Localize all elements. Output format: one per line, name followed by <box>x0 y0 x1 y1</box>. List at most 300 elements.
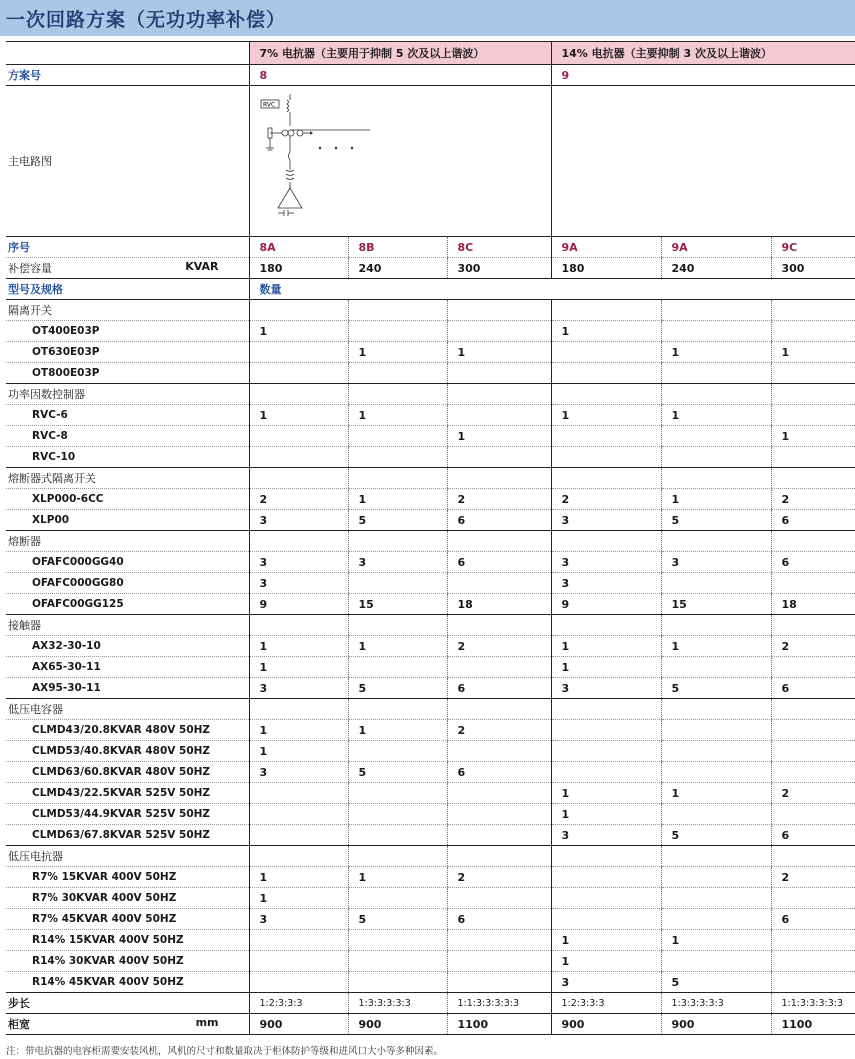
quantity-cell <box>551 867 661 888</box>
capacity-row <box>6 258 855 279</box>
model-label: 型号及规格 <box>6 279 249 300</box>
quantity-cell: 6 <box>771 825 855 846</box>
quantity-cell: 1 <box>249 657 348 678</box>
quantity-cell: 1 <box>447 342 551 363</box>
table-row <box>6 363 855 384</box>
quantity-cell: 2 <box>771 636 855 657</box>
empty-cell <box>447 615 551 636</box>
quantity-cell: 3 <box>249 573 348 594</box>
quantity-cell <box>771 447 855 468</box>
width-cell: 900 <box>551 1014 661 1035</box>
header-group-9: 14% 电抗器（主要抑制 3 次及以上谐波） <box>551 42 855 65</box>
empty-cell <box>771 300 855 321</box>
empty-cell <box>551 384 661 405</box>
quantity-cell <box>447 405 551 426</box>
group-name: 接触器 <box>6 615 249 636</box>
quantity-cell <box>551 888 661 909</box>
main-circuit-diagram <box>249 86 551 237</box>
serial-cell: 8B <box>348 237 447 258</box>
empty-cell <box>661 615 771 636</box>
quantity-cell <box>348 657 447 678</box>
item-name: CLMD53/44.9KVAR 525V 50HZ <box>6 804 249 825</box>
quantity-cell <box>249 951 348 972</box>
quantity-cell: 1 <box>551 405 661 426</box>
empty-cell <box>661 531 771 552</box>
quantity-cell <box>771 741 855 762</box>
quantity-cell: 1 <box>249 741 348 762</box>
scheme-row <box>6 65 855 86</box>
step-row <box>6 993 855 1014</box>
quantity-cell <box>551 909 661 930</box>
capacity-cell: 240 <box>661 258 771 279</box>
quantity-cell <box>348 804 447 825</box>
item-name: OT630E03P <box>6 342 249 363</box>
width-cell: 1100 <box>447 1014 551 1035</box>
quantity-cell: 3 <box>249 909 348 930</box>
quantity-cell: 2 <box>771 489 855 510</box>
item-name: R14% 45KVAR 400V 50HZ <box>6 972 249 993</box>
quantity-cell <box>447 573 551 594</box>
empty-cell <box>249 531 348 552</box>
quantity-cell <box>447 783 551 804</box>
empty-cell <box>249 384 348 405</box>
quantity-cell <box>661 762 771 783</box>
empty-cell <box>447 699 551 720</box>
quantity-cell: 1 <box>249 867 348 888</box>
quantity-cell: 1 <box>249 321 348 342</box>
empty-cell <box>661 384 771 405</box>
serial-cell: 9A <box>661 237 771 258</box>
quantity-cell: 6 <box>447 552 551 573</box>
table-row <box>6 321 855 342</box>
quantity-cell <box>771 762 855 783</box>
quantity-cell <box>661 573 771 594</box>
quantity-cell <box>348 930 447 951</box>
empty-cell <box>447 300 551 321</box>
empty-cell <box>348 699 447 720</box>
quantity-label: 数量 <box>249 279 855 300</box>
quantity-cell: 3 <box>249 510 348 531</box>
item-name: CLMD53/40.8KVAR 480V 50HZ <box>6 741 249 762</box>
quantity-cell: 1 <box>551 804 661 825</box>
item-name: CLMD63/60.8KVAR 480V 50HZ <box>6 762 249 783</box>
quantity-cell: 3 <box>249 552 348 573</box>
quantity-cell: 18 <box>771 594 855 615</box>
group-row <box>6 468 855 489</box>
serial-cell: 8A <box>249 237 348 258</box>
quantity-cell: 9 <box>249 594 348 615</box>
empty-cell <box>249 300 348 321</box>
quantity-cell: 3 <box>249 762 348 783</box>
quantity-cell <box>771 363 855 384</box>
quantity-cell <box>771 804 855 825</box>
step-cell: 1:3:3:3:3:3 <box>348 993 447 1014</box>
empty-cell <box>249 615 348 636</box>
table-row <box>6 552 855 573</box>
quantity-cell <box>771 972 855 993</box>
empty-cell <box>551 699 661 720</box>
group-name: 隔离开关 <box>6 300 249 321</box>
empty-cell <box>661 300 771 321</box>
empty-cell <box>661 846 771 867</box>
capacity-label: 补偿容量 <box>8 262 52 275</box>
scheme-9: 9 <box>551 65 855 86</box>
serial-cell: 9A <box>551 237 661 258</box>
quantity-cell <box>771 720 855 741</box>
quantity-cell: 2 <box>447 636 551 657</box>
quantity-cell <box>249 972 348 993</box>
quantity-cell: 1 <box>661 930 771 951</box>
quantity-cell <box>661 321 771 342</box>
quantity-cell <box>249 825 348 846</box>
quantity-cell: 2 <box>551 489 661 510</box>
empty-cell <box>447 384 551 405</box>
table-row <box>6 573 855 594</box>
quantity-cell <box>661 657 771 678</box>
quantity-cell: 3 <box>551 552 661 573</box>
quantity-cell: 5 <box>348 762 447 783</box>
empty-cell <box>249 846 348 867</box>
quantity-cell: 2 <box>447 720 551 741</box>
quantity-cell: 6 <box>447 510 551 531</box>
quantity-cell: 1 <box>551 657 661 678</box>
empty-cell <box>348 615 447 636</box>
item-name: XLP00 <box>6 510 249 531</box>
item-name: CLMD63/67.8KVAR 525V 50HZ <box>6 825 249 846</box>
quantity-cell <box>348 573 447 594</box>
capacity-cell: 180 <box>551 258 661 279</box>
quantity-cell <box>551 447 661 468</box>
quantity-cell: 5 <box>661 678 771 699</box>
serial-cell: 8C <box>447 237 551 258</box>
scheme-8: 8 <box>249 65 551 86</box>
quantity-cell: 1 <box>249 405 348 426</box>
empty-cell <box>348 468 447 489</box>
table-row <box>6 510 855 531</box>
quantity-cell: 3 <box>551 510 661 531</box>
empty-cell <box>551 300 661 321</box>
capacity-label-cell <box>6 258 249 279</box>
item-name: CLMD43/22.5KVAR 525V 50HZ <box>6 783 249 804</box>
quantity-cell: 2 <box>447 867 551 888</box>
quantity-cell: 1 <box>348 342 447 363</box>
capacity-cell: 180 <box>249 258 348 279</box>
quantity-cell <box>348 972 447 993</box>
item-name: RVC-8 <box>6 426 249 447</box>
quantity-cell <box>771 321 855 342</box>
quantity-cell <box>551 426 661 447</box>
item-name: R14% 15KVAR 400V 50HZ <box>6 930 249 951</box>
table-row <box>6 720 855 741</box>
step-cell: 1:2:3:3:3 <box>551 993 661 1014</box>
quantity-cell <box>447 447 551 468</box>
quantity-cell <box>661 720 771 741</box>
quantity-cell <box>348 321 447 342</box>
quantity-cell <box>661 867 771 888</box>
diagram-row <box>6 86 855 237</box>
quantity-cell <box>348 363 447 384</box>
quantity-cell <box>661 909 771 930</box>
quantity-cell <box>771 573 855 594</box>
table-row <box>6 867 855 888</box>
quantity-cell <box>447 888 551 909</box>
table-row <box>6 678 855 699</box>
quantity-cell: 5 <box>661 510 771 531</box>
quantity-cell: 1 <box>551 321 661 342</box>
group-row <box>6 615 855 636</box>
quantity-cell: 1 <box>249 888 348 909</box>
item-name: R7% 15KVAR 400V 50HZ <box>6 867 249 888</box>
quantity-cell: 6 <box>771 510 855 531</box>
empty-cell <box>348 846 447 867</box>
group-row <box>6 531 855 552</box>
width-label-cell <box>6 1014 249 1035</box>
group-name: 熔断器式隔离开关 <box>6 468 249 489</box>
empty-cell <box>447 531 551 552</box>
quantity-cell: 3 <box>249 678 348 699</box>
diagram-rvc-text: RVC <box>262 101 275 108</box>
quantity-cell: 5 <box>348 909 447 930</box>
group-name: 熔断器 <box>6 531 249 552</box>
empty-cell <box>771 468 855 489</box>
quantity-cell <box>447 657 551 678</box>
quantity-cell <box>447 951 551 972</box>
quantity-cell <box>348 888 447 909</box>
title-bar <box>0 0 855 36</box>
quantity-cell <box>551 720 661 741</box>
table-row <box>6 636 855 657</box>
item-name: AX65-30-11 <box>6 657 249 678</box>
quantity-cell <box>661 363 771 384</box>
quantity-cell <box>249 930 348 951</box>
width-row <box>6 1014 855 1035</box>
quantity-cell <box>771 405 855 426</box>
quantity-cell: 2 <box>771 783 855 804</box>
quantity-cell: 1 <box>249 720 348 741</box>
width-cell: 900 <box>249 1014 348 1035</box>
empty-cell <box>249 699 348 720</box>
quantity-cell <box>348 426 447 447</box>
quantity-cell: 1 <box>551 930 661 951</box>
quantity-cell <box>771 930 855 951</box>
table-row <box>6 657 855 678</box>
quantity-cell: 3 <box>551 678 661 699</box>
quantity-cell <box>771 888 855 909</box>
header-row <box>6 42 855 65</box>
quantity-cell: 1 <box>661 405 771 426</box>
item-name: AX95-30-11 <box>6 678 249 699</box>
quantity-cell: 18 <box>447 594 551 615</box>
quantity-cell <box>661 888 771 909</box>
quantity-cell: 1 <box>661 636 771 657</box>
empty-cell <box>771 615 855 636</box>
table-row <box>6 342 855 363</box>
quantity-cell: 3 <box>348 552 447 573</box>
table-row <box>6 741 855 762</box>
empty-cell <box>771 846 855 867</box>
page-title: 一次回路方案（无功功率补偿） <box>6 9 287 31</box>
quantity-cell: 15 <box>348 594 447 615</box>
quantity-cell <box>771 657 855 678</box>
quantity-cell: 5 <box>661 972 771 993</box>
quantity-cell <box>661 426 771 447</box>
item-name: OT400E03P <box>6 321 249 342</box>
quantity-cell: 6 <box>447 678 551 699</box>
item-name: CLMD43/20.8KVAR 480V 50HZ <box>6 720 249 741</box>
item-name: XLP000-6CC <box>6 489 249 510</box>
empty-cell <box>447 468 551 489</box>
quantity-cell: 2 <box>249 489 348 510</box>
empty-cell <box>661 699 771 720</box>
item-name: OFAFC000GG40 <box>6 552 249 573</box>
quantity-cell: 1 <box>551 783 661 804</box>
quantity-cell <box>249 804 348 825</box>
quantity-cell <box>551 342 661 363</box>
empty-cell <box>551 615 661 636</box>
serial-cell: 9C <box>771 237 855 258</box>
quantity-cell: 6 <box>771 909 855 930</box>
step-cell: 1:1:3:3:3:3:3 <box>447 993 551 1014</box>
table-row <box>6 972 855 993</box>
quantity-cell: 1 <box>348 720 447 741</box>
serial-label: 序号 <box>6 237 249 258</box>
quantity-cell <box>661 447 771 468</box>
circuit-diagram-icon <box>260 90 380 230</box>
quantity-cell <box>249 783 348 804</box>
quantity-cell: 2 <box>447 489 551 510</box>
table-row <box>6 447 855 468</box>
quantity-cell <box>348 447 447 468</box>
item-name: R14% 30KVAR 400V 50HZ <box>6 951 249 972</box>
empty-cell <box>348 384 447 405</box>
empty-cell <box>551 468 661 489</box>
quantity-cell: 1 <box>348 405 447 426</box>
quantity-cell: 6 <box>771 678 855 699</box>
quantity-cell: 1 <box>661 342 771 363</box>
quantity-cell <box>771 951 855 972</box>
quantity-cell <box>447 804 551 825</box>
width-label: 柜宽 <box>8 1018 30 1031</box>
width-cell: 1100 <box>771 1014 855 1035</box>
quantity-cell: 1 <box>447 426 551 447</box>
empty-cell <box>551 846 661 867</box>
step-label: 步长 <box>6 993 249 1014</box>
quantity-cell <box>348 783 447 804</box>
width-unit: mm <box>195 1016 219 1029</box>
empty-cell <box>771 699 855 720</box>
header-group-8: 7% 电抗器（主要用于抑制 5 次及以上谐波） <box>249 42 551 65</box>
serial-row <box>6 237 855 258</box>
quantity-cell: 1 <box>661 783 771 804</box>
table-row <box>6 489 855 510</box>
quantity-cell: 15 <box>661 594 771 615</box>
empty-cell <box>771 384 855 405</box>
capacity-unit: KVAR <box>185 260 219 273</box>
quantity-cell <box>447 972 551 993</box>
empty-cell <box>447 846 551 867</box>
group-row <box>6 300 855 321</box>
width-cell: 900 <box>661 1014 771 1035</box>
group-row <box>6 699 855 720</box>
quantity-cell <box>661 951 771 972</box>
quantity-cell: 3 <box>551 972 661 993</box>
quantity-cell <box>348 951 447 972</box>
quantity-cell: 6 <box>771 552 855 573</box>
quantity-cell: 1 <box>771 426 855 447</box>
quantity-cell <box>447 363 551 384</box>
quantity-cell: 6 <box>447 909 551 930</box>
capacity-cell: 300 <box>447 258 551 279</box>
diagram-empty <box>551 86 855 237</box>
table-row <box>6 594 855 615</box>
quantity-cell: 5 <box>661 825 771 846</box>
quantity-cell <box>447 825 551 846</box>
table-row <box>6 909 855 930</box>
quantity-cell: 2 <box>771 867 855 888</box>
diagram-label: 主电路图 <box>6 86 249 237</box>
table-row <box>6 951 855 972</box>
quantity-cell <box>447 321 551 342</box>
item-name: OT800E03P <box>6 363 249 384</box>
quantity-cell <box>661 741 771 762</box>
empty-cell <box>771 531 855 552</box>
table-row <box>6 783 855 804</box>
empty-cell <box>348 531 447 552</box>
item-name: R7% 45KVAR 400V 50HZ <box>6 909 249 930</box>
empty-cell <box>348 300 447 321</box>
step-cell: 1:2:3:3:3 <box>249 993 348 1014</box>
quantity-cell <box>551 363 661 384</box>
quantity-cell <box>249 447 348 468</box>
empty-cell <box>249 468 348 489</box>
item-name: OFAFC000GG80 <box>6 573 249 594</box>
table-row <box>6 888 855 909</box>
quantity-cell: 3 <box>551 825 661 846</box>
capacity-cell: 300 <box>771 258 855 279</box>
quantity-cell <box>249 426 348 447</box>
empty-cell <box>661 468 771 489</box>
quantity-cell: 1 <box>551 951 661 972</box>
quantity-cell: 3 <box>551 573 661 594</box>
quantity-cell <box>249 342 348 363</box>
step-cell: 1:1:3:3:3:3:3 <box>771 993 855 1014</box>
quantity-cell: 1 <box>551 636 661 657</box>
table-row <box>6 825 855 846</box>
item-name: AX32-30-10 <box>6 636 249 657</box>
table-row <box>6 804 855 825</box>
empty-cell <box>551 531 661 552</box>
scheme-label: 方案号 <box>6 65 249 86</box>
quantity-cell <box>348 741 447 762</box>
item-name: R7% 30KVAR 400V 50HZ <box>6 888 249 909</box>
group-name: 低压电抗器 <box>6 846 249 867</box>
quantity-cell <box>348 825 447 846</box>
item-name: RVC-10 <box>6 447 249 468</box>
quantity-cell: 1 <box>771 342 855 363</box>
quantity-cell: 1 <box>348 489 447 510</box>
quantity-cell <box>447 930 551 951</box>
item-name: RVC-6 <box>6 405 249 426</box>
quantity-cell: 1 <box>249 636 348 657</box>
width-cell: 900 <box>348 1014 447 1035</box>
quantity-cell <box>551 762 661 783</box>
quantity-cell: 5 <box>348 510 447 531</box>
table-row <box>6 405 855 426</box>
footnote: 注：带电抗器的电容柜需要安装风机，风机的尺寸和数量取决于柜体防护等级和进风口大小等多种因素。 <box>6 1046 444 1057</box>
step-cell: 1:3:3:3:3:3 <box>661 993 771 1014</box>
quantity-cell: 6 <box>447 762 551 783</box>
quantity-cell <box>661 804 771 825</box>
